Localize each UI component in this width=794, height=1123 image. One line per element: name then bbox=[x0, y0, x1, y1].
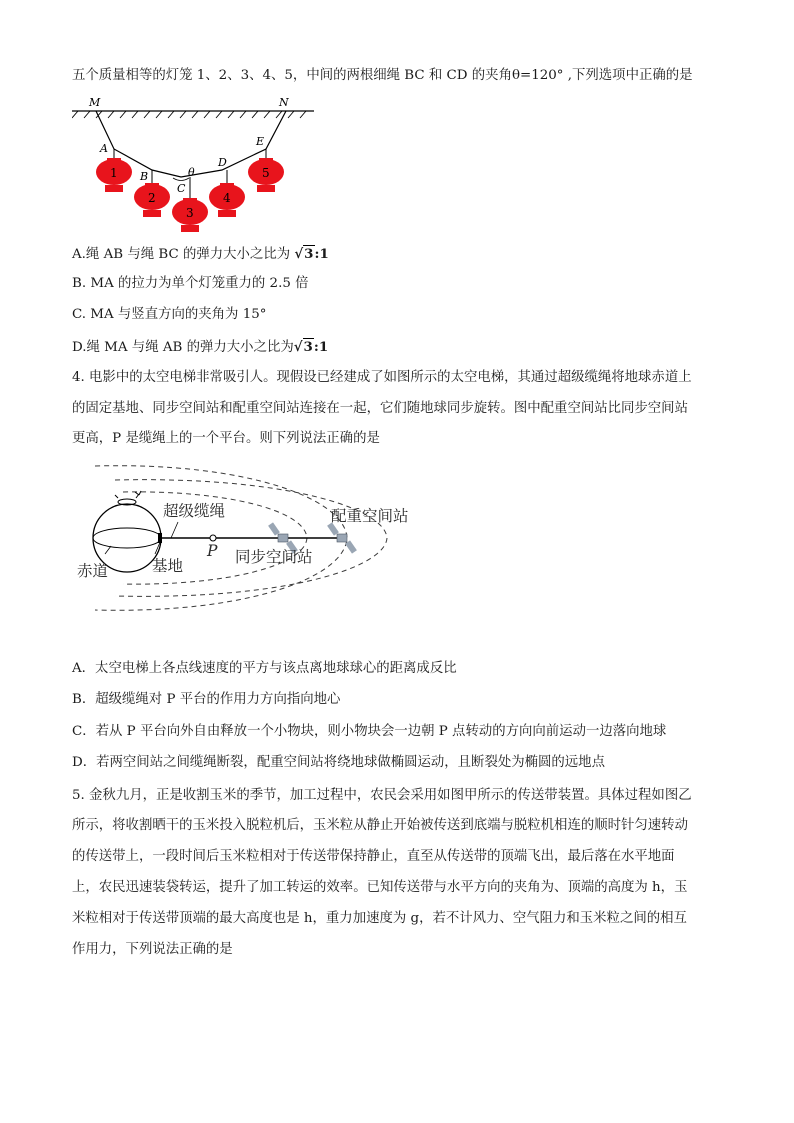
label-sync: 同步空间站 bbox=[235, 548, 313, 566]
svg-text:3: 3 bbox=[186, 206, 194, 220]
lantern-figure bbox=[72, 92, 324, 232]
lantern-4 bbox=[209, 183, 245, 217]
q3-option-d: D.绳 MA 与绳 AB 的弹力大小之比为√3:1 bbox=[72, 339, 329, 355]
q5-line-2: 所示，将收割晒干的玉米投入脱粒机后，玉米粒从静止开始被传送到底端与脱粒机相连的顺时针匀速转动 bbox=[72, 818, 688, 833]
label-m: M bbox=[89, 96, 101, 109]
svg-text:4: 4 bbox=[223, 191, 231, 205]
label-n: N bbox=[279, 96, 289, 109]
q4-option-c: C．若从 P 平台向外自由释放一个小物块，则小物块会一边朝 P 点转动的方向向前运动一边落向地球 bbox=[72, 724, 667, 739]
space-elevator-figure bbox=[75, 458, 435, 623]
q5-line-5: 米粒相对于传送带顶端的最大高度也是 h，重力加速度为 g，若不计风力、空气阻力和玉米粒之间的相互 bbox=[72, 911, 687, 926]
label-d: D bbox=[218, 156, 227, 169]
label-equator: 赤道 bbox=[77, 562, 109, 580]
q3-option-c: C. MA 与竖直方向的夹角为 15° bbox=[72, 307, 267, 322]
q4-stem-line-3: 更高，P 是缆绳上的一个平台。则下列说法正确的是 bbox=[72, 431, 380, 446]
q5-line-6: 作用力，下列说法正确的是 bbox=[72, 942, 233, 957]
q4-option-a: A．太空电梯上各点线速度的平方与该点离地球球心的距离成反比 bbox=[72, 661, 457, 676]
lantern-3 bbox=[172, 198, 208, 232]
lantern-2 bbox=[134, 183, 170, 217]
label-e: E bbox=[256, 135, 265, 148]
label-p: P bbox=[207, 542, 218, 560]
label-base: 基地 bbox=[152, 557, 184, 575]
label-a: A bbox=[100, 142, 108, 155]
svg-text:2: 2 bbox=[148, 191, 156, 205]
q5-line-3: 的传送带上，一段时间后玉米粒相对于传送带保持静止，直至从传送带的顶端飞出，最后落在水平地面 bbox=[72, 849, 675, 864]
q4-option-d: D．若两空间站之间缆绳断裂，配重空间站将绕地球做椭圆运动，且断裂处为椭圆的远地点 bbox=[72, 755, 605, 770]
platform-p bbox=[210, 535, 216, 541]
lantern-1 bbox=[96, 158, 132, 192]
earth bbox=[93, 491, 161, 572]
q3-option-b: B. MA 的拉力为单个灯笼重力的 2.5 倍 bbox=[72, 276, 309, 291]
svg-text:1: 1 bbox=[110, 166, 118, 180]
q4-stem-line-1: 4. 电影中的太空电梯非常吸引人。现假设已经建成了如图所示的太空电梯，其通过超级缆绳将地球赤道上 bbox=[72, 370, 692, 385]
q3-stem: 五个质量相等的灯笼 1、2、3、4、5，中间的两根细绳 BC 和 CD 的夹角θ=120° ,下列选项中正确的是 bbox=[72, 68, 693, 83]
q4-option-b: B．超级缆绳对 P 平台的作用力方向指向地心 bbox=[72, 692, 341, 707]
svg-text:5: 5 bbox=[262, 166, 270, 180]
q5-line-1: 5. 金秋九月，正是收割玉米的季节，加工过程中，农民会采用如图甲所示的传送带装置。具体过程如图乙 bbox=[72, 788, 692, 803]
label-b: B bbox=[140, 170, 149, 183]
q4-stem-line-2: 的固定基地、同步空间站和配重空间站连接在一起，它们随地球同步旋转。图中配重空间站比同步空间站 bbox=[72, 401, 688, 416]
label-c: C bbox=[177, 182, 186, 195]
label-cable: 超级缆绳 bbox=[163, 502, 226, 520]
label-theta: θ bbox=[188, 166, 195, 179]
lantern-5 bbox=[248, 158, 284, 192]
q5-line-4: 上，农民迅速装袋转运，提升了加工转运的效率。已知传送带与水平方向的夹角为、顶端的高度为 h，玉 bbox=[72, 880, 688, 895]
label-counterweight: 配重空间站 bbox=[331, 507, 409, 525]
q3-option-a: A.绳 AB 与绳 BC 的弹力大小之比为 √3:1 bbox=[72, 246, 329, 262]
